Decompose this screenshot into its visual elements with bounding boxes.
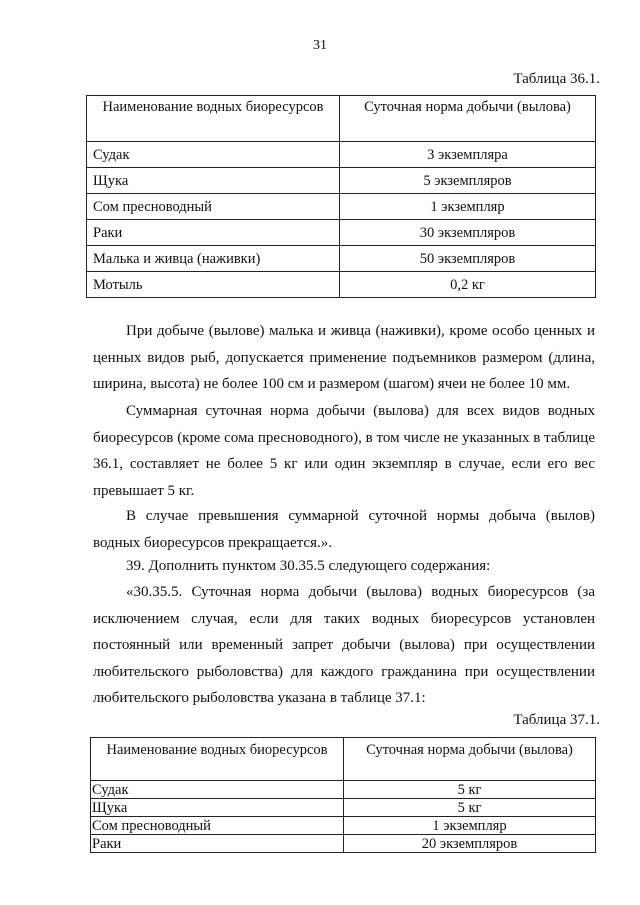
cell-norm: 5 экземпляров <box>340 168 596 194</box>
cell-norm: 5 кг <box>344 799 596 817</box>
cell-name: Судак <box>91 781 344 799</box>
table-row <box>91 817 596 835</box>
table-header-row <box>87 96 596 142</box>
column-header-norm: Суточная норма добычи (вылова) <box>340 96 596 142</box>
paragraph-fry-bait <box>93 318 595 398</box>
table-row <box>87 142 596 168</box>
cell-norm: 0,2 кг <box>340 272 596 298</box>
table-36-1-caption: Таблица 36.1. <box>513 71 600 87</box>
column-header-norm: Суточная норма добычи (вылова) <box>344 738 596 781</box>
paragraph: При добыче (вылове) малька и живца (наживки), кроме особо ценных и ценных видов рыб, допускается применение подъемников размером (длина, ширина, высота) не более 100 см и размером (шагом) ячеи не более 10 мм. <box>93 323 595 392</box>
cell-name: Сом пресноводный <box>91 817 344 835</box>
table-37-1 <box>90 737 596 853</box>
table-row <box>87 220 596 246</box>
cell-name: Раки <box>91 835 344 853</box>
table-row <box>87 246 596 272</box>
table-row <box>87 272 596 298</box>
cell-name: Малька и живца (наживки) <box>87 246 340 272</box>
page-number: 31 <box>313 38 327 53</box>
table-row <box>91 835 596 853</box>
table-37-1-caption: Таблица 37.1. <box>513 712 600 728</box>
cell-name: Мотыль <box>87 272 340 298</box>
cell-norm: 50 экземпляров <box>340 246 596 272</box>
cell-name: Щука <box>87 168 340 194</box>
column-header-name: Наименование водных биоресурсов <box>87 96 340 142</box>
table-row <box>91 799 596 817</box>
paragraph-total-norm <box>93 398 595 504</box>
table-row <box>87 168 596 194</box>
cell-name: Судак <box>87 142 340 168</box>
table-header-row <box>91 738 596 781</box>
cell-name: Щука <box>91 799 344 817</box>
cell-norm: 30 экземпляров <box>340 220 596 246</box>
table-36-1 <box>86 95 596 298</box>
paragraph: В случае превышения суммарной суточной нормы добыча (вылов) водных биоресурсов прекращается.». <box>93 508 595 551</box>
cell-name: Раки <box>87 220 340 246</box>
paragraph: 39. Дополнить пунктом 30.35.5 следующего содержания: <box>126 558 491 574</box>
paragraph-30-35-5 <box>93 579 595 712</box>
paragraph: Суммарная суточная норма добычи (вылова) для всех видов водных биоресурсов (кроме сома пресноводного), в том числе не указанных в таблице 36.1, составляет не более 5 кг или один экземпляр в случае, если его вес превышает 5 кг. <box>93 403 595 499</box>
cell-name: Сом пресноводный <box>87 194 340 220</box>
paragraph-item-39 <box>93 553 595 580</box>
cell-norm: 5 кг <box>344 781 596 799</box>
paragraph: «30.35.5. Суточная норма добычи (вылова) водных биоресурсов (за исключением случая, если для таких водных биоресурсов установлен постоянный или временный запрет добычи (вылова) при осуществлении любительского рыболовства) для каждого гражданина при осуществлении любительского рыболовства указана в таблице 37.1: <box>93 584 595 706</box>
cell-norm: 1 экземпляр <box>340 194 596 220</box>
cell-norm: 3 экземпляра <box>340 142 596 168</box>
table-row <box>87 194 596 220</box>
cell-norm: 1 экземпляр <box>344 817 596 835</box>
column-header-name: Наименование водных биоресурсов <box>91 738 344 781</box>
table-row <box>91 781 596 799</box>
paragraph-exceeding <box>93 503 595 556</box>
cell-norm: 20 экземпляров <box>344 835 596 853</box>
